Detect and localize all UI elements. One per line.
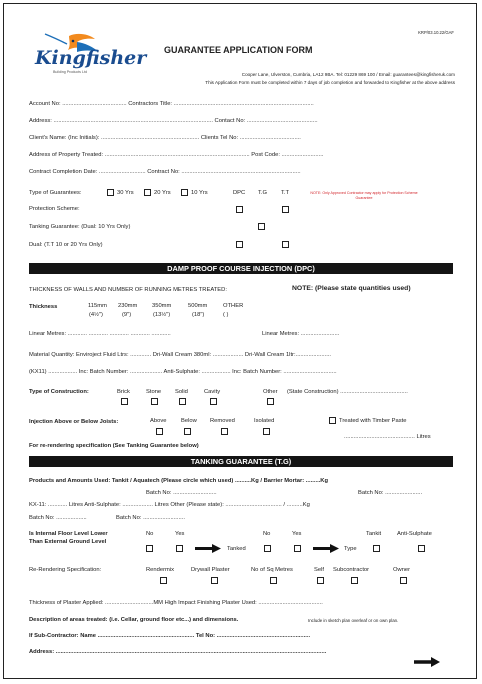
floor-no-label: No bbox=[146, 531, 154, 537]
floor-question-line-2: Than External Ground Level bbox=[29, 539, 107, 545]
construction-label: Type of Construction: bbox=[29, 389, 89, 395]
tanking-section-heading: TANKING GUARANTEE (T.G) bbox=[29, 456, 453, 467]
label-10-yrs: 10 Yrs bbox=[191, 190, 208, 196]
tanked-no-label: No bbox=[263, 531, 271, 537]
checkbox-dual-dpc[interactable] bbox=[236, 241, 243, 248]
rerender-subcontractor: Subcontractor bbox=[333, 567, 370, 573]
checkbox-protection-dpc[interactable] bbox=[236, 206, 243, 213]
construction-other: Other bbox=[263, 389, 278, 395]
brand-name: Kingfisher bbox=[35, 47, 147, 69]
checkbox-cavity[interactable] bbox=[210, 398, 217, 405]
form-title: GUARANTEE APPLICATION FORM bbox=[164, 45, 313, 55]
account-no-field[interactable]: Account No: ........................................ Contractors Title: ....................................................................................... bbox=[29, 101, 314, 107]
rerender-sq-metres: No of Sq Metres bbox=[251, 567, 293, 573]
kx11-tanking-line[interactable]: KX-11: ............ Litres Anti-Sulphate: ................... Litres Other (Please state): ................................... / ..........Kg bbox=[29, 502, 310, 508]
checkbox-anti-sulphate[interactable] bbox=[418, 545, 425, 552]
checkbox-above[interactable] bbox=[156, 428, 163, 435]
rerender-self: Self bbox=[314, 567, 324, 573]
material-quantity-field[interactable]: Material Quantity: Enviroject Fluid Ltrs: ............. Dri-Wall Cream 380ml: ................... Dri-Wall Cream 1ltr:...................... bbox=[29, 352, 332, 358]
arrow-right-icon bbox=[313, 544, 339, 553]
description-label: Description of areas treated: (i.e. Cellar, ground floor etc...) and dimensions. bbox=[29, 617, 239, 623]
guarantee-types-label: Type of Guarantees: bbox=[29, 190, 82, 196]
tanked-label: Tanked bbox=[227, 546, 246, 552]
column-tg: T.G bbox=[258, 190, 268, 196]
tanking-batch-2[interactable]: Batch No: ....................... bbox=[358, 490, 423, 496]
injection-below: Below bbox=[181, 418, 197, 424]
size-230mm-inch: (9") bbox=[122, 312, 132, 318]
clients-name-field[interactable]: Client's Name: (Inc Initials): ............................................................. Clients Tel No: ...................................... bbox=[29, 135, 301, 141]
checkbox-tanked-no[interactable] bbox=[264, 545, 271, 552]
re-rendering-note: For re-rendering specification (See Tanking Guarantee below) bbox=[29, 443, 199, 449]
size-other-inch: ( ) bbox=[223, 312, 229, 318]
checkbox-stone[interactable] bbox=[151, 398, 158, 405]
timber-paste-litres[interactable]: ............................................ Litres bbox=[344, 434, 431, 440]
products-line[interactable]: Products and Amounts Used: Tankit / Aquatech (Please circle which used) ..........Kg / Barrier Mortar: .........Kg bbox=[29, 478, 329, 484]
ref-code: KRP/03.10.22/GAF bbox=[418, 30, 454, 35]
linear-metres-total[interactable]: Linear Metres: ........................ bbox=[262, 331, 340, 337]
tanking-batch-1[interactable]: Batch No: ........................... bbox=[146, 490, 217, 496]
dpc-section-heading: DAMP PROOF COURSE INJECTION (DPC) bbox=[29, 263, 453, 274]
injection-label: Injection Above or Below Joists: bbox=[29, 419, 119, 425]
thickness-label: Thickness bbox=[29, 304, 58, 310]
checkbox-10-yrs[interactable] bbox=[181, 189, 188, 196]
checkbox-below[interactable] bbox=[184, 428, 191, 435]
rerender-rendermix: Rendermix bbox=[146, 567, 175, 573]
tanking-batch-3[interactable]: Batch No: ................... bbox=[29, 515, 87, 521]
checkbox-tanking-tg[interactable] bbox=[258, 223, 265, 230]
checkbox-floor-no[interactable] bbox=[146, 545, 153, 552]
construction-solid: Solid bbox=[175, 389, 188, 395]
checkbox-self[interactable] bbox=[317, 577, 324, 584]
tanking-batch-4[interactable]: Batch No: .......................... bbox=[116, 515, 185, 521]
completion-date-field[interactable]: Contract Completion Date: ............................. Contract No: .......................................................................... bbox=[29, 169, 301, 175]
anti-sulphate-label: Anti-Sulphate bbox=[397, 531, 432, 537]
checkbox-brick[interactable] bbox=[121, 398, 128, 405]
construction-cavity: Cavity bbox=[204, 389, 221, 395]
checkbox-20-yrs[interactable] bbox=[144, 189, 151, 196]
injection-above: Above bbox=[150, 418, 167, 424]
size-115mm: 115mm bbox=[88, 303, 107, 309]
rerender-label: Re-Rendering Specification: bbox=[29, 567, 102, 573]
checkbox-removed[interactable] bbox=[221, 428, 228, 435]
linear-metres-fields[interactable]: Linear Metres: ............ ............ ............ ............ ............ bbox=[29, 331, 171, 337]
size-350mm-inch: (13½") bbox=[153, 312, 171, 318]
size-350mm: 350mm bbox=[152, 303, 172, 309]
rerender-drywall: Drywall Plaster bbox=[191, 567, 230, 573]
next-page-arrow-icon bbox=[414, 657, 440, 667]
rerender-owner: Owner bbox=[393, 567, 411, 573]
checkbox-dual-tt[interactable] bbox=[282, 241, 289, 248]
checkbox-tanked-yes[interactable] bbox=[294, 545, 301, 552]
floor-question-line-1: Is Internal Floor Level Lower bbox=[29, 531, 108, 537]
checkbox-floor-yes[interactable] bbox=[176, 545, 183, 552]
kx11-field[interactable]: (KX11) .................. Inc: Batch Number: .................... Anti-Sulphate: .................. Inc: Batch Number: ................................. bbox=[29, 369, 337, 375]
tanking-guarantee-label: Tanking Guarantee: (Dual: 10 Yrs Only) bbox=[29, 224, 131, 230]
injection-isolated: Isolated bbox=[254, 418, 275, 424]
checkbox-protection-tt[interactable] bbox=[282, 206, 289, 213]
tankit-label: Tankit bbox=[366, 531, 382, 537]
plaster-thickness-field[interactable]: Thickness of Plaster Applied: ..............................MM High Impact Finishing Plaster Used: ........................................ bbox=[29, 600, 323, 606]
quantities-note: NOTE: (Please state quantities used) bbox=[292, 285, 411, 292]
walls-label: THICKNESS OF WALLS AND NUMBER OF RUNNING METRES TREATED: bbox=[29, 287, 227, 293]
kingfisher-logo bbox=[33, 30, 147, 82]
checkbox-owner[interactable] bbox=[400, 577, 407, 584]
instruction-line: This Application Form must be completed within 7 days of job completion and forwarded to Kingfisher at the above address bbox=[205, 80, 455, 85]
size-other: OTHER bbox=[223, 303, 244, 309]
dual-label: Dual: (T.T 10 or 20 Yrs Only) bbox=[29, 242, 103, 248]
arrow-right-icon bbox=[195, 544, 221, 553]
column-tt: T.T bbox=[281, 190, 290, 196]
checkbox-rendermix[interactable] bbox=[160, 577, 167, 584]
construction-brick: Brick bbox=[117, 389, 130, 395]
checkbox-solid[interactable] bbox=[179, 398, 186, 405]
address-field[interactable]: Address: ................................................................................................... Contact No: ............................................ bbox=[29, 118, 318, 124]
size-500mm: 500mm bbox=[188, 303, 208, 309]
size-230mm: 230mm bbox=[118, 303, 138, 309]
state-construction-field[interactable]: (State Construction) .......................................... bbox=[287, 389, 408, 395]
subcontractor-address-field[interactable]: Address: ........................................................................................................................................................................ bbox=[29, 649, 327, 655]
label-30-yrs: 30 Yrs bbox=[117, 190, 134, 196]
injection-removed: Removed bbox=[210, 418, 235, 424]
description-note: Include in sketch plan overleaf or on own plan. bbox=[308, 618, 399, 623]
checkbox-other[interactable] bbox=[267, 398, 274, 405]
checkbox-30-yrs[interactable] bbox=[107, 189, 114, 196]
brand-tagline: Building Products Ltd bbox=[53, 70, 87, 74]
approved-contractor-note: NOTE: Only Approved Contractor may apply for Protection Scheme Guarantee bbox=[310, 191, 418, 200]
checkbox-sq-metres[interactable] bbox=[270, 577, 277, 584]
address-line: Cooper Lane, Ulverston, Cumbria, LA12 9BA. Tel: 01229 869 100 / Email: guarantees@kingfisheruk.com bbox=[241, 72, 455, 77]
subcontractor-field[interactable]: If Sub-Contractor: Name ............................................................ Tel No: .......................................................... bbox=[29, 633, 311, 639]
protection-scheme-label: Protection Scheme: bbox=[29, 206, 80, 212]
size-115mm-inch: (4½") bbox=[89, 312, 103, 318]
column-dpc: DPC bbox=[233, 190, 246, 196]
timber-paste-label: Treated with Timber Paste bbox=[339, 418, 407, 424]
checkbox-tankit[interactable] bbox=[373, 545, 380, 552]
checkbox-subcontractor[interactable] bbox=[351, 577, 358, 584]
property-address-field[interactable]: Address of Property Treated: .......................................................................................... Post Code: .......................... bbox=[29, 152, 324, 158]
size-500mm-inch: (18") bbox=[192, 312, 205, 318]
checkbox-isolated[interactable] bbox=[263, 428, 270, 435]
checkbox-timber-paste[interactable] bbox=[329, 417, 336, 424]
construction-stone: Stone bbox=[146, 389, 162, 395]
floor-yes-label: Yes bbox=[175, 531, 185, 537]
type-label: Type bbox=[344, 546, 357, 552]
label-20-yrs: 20 Yrs bbox=[154, 190, 171, 196]
checkbox-drywall[interactable] bbox=[211, 577, 218, 584]
tanked-yes-label: Yes bbox=[292, 531, 302, 537]
